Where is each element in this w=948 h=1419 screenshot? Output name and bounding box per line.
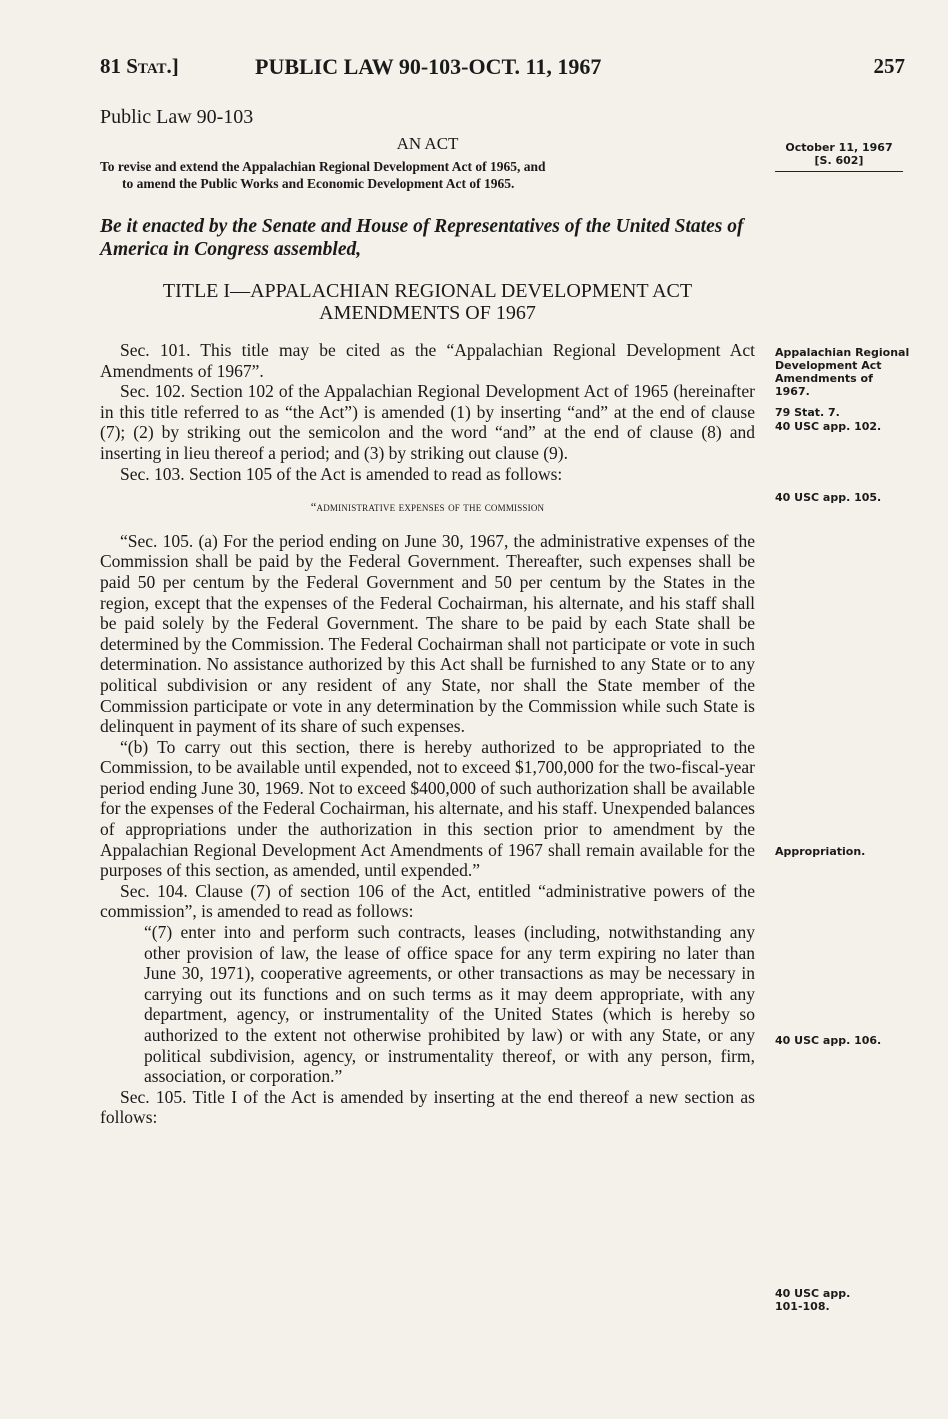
volume-citation: 81 Stat.] — [100, 54, 179, 78]
margin-usc-102: 40 USC app. 102. — [775, 420, 882, 433]
section-103: Sec. 103. Section 105 of the Act is amended to read as follows: — [120, 463, 563, 484]
header-title: PUBLIC LAW 90-103-OCT. 11, 1967 — [255, 54, 602, 79]
clause-7: “(7) enter into and perform such contracts, leases (including, notwithstanding any other provision of law, the lease of office space for any term expiring no later than June 30, 1971), cooperative agreements, or other transactions as may be necessary in carrying out its functions and on such terms as it may deem appropriate, with any department, agency, or instrumentality of the United States (which is hereby so authorized to the extent not otherwise prohibited by law) or with any State, or any political subdivision, agency, or instrumentality thereof, or with any person, firm, association, or corporation.” — [144, 922, 755, 1087]
running-head — [100, 54, 905, 84]
enacting-clause: Be it enacted by the Senate and House of Representatives of the United States of America in Congress assembled, — [100, 216, 744, 260]
title-heading-line-2: AMENDMENTS OF 1967 — [319, 302, 536, 324]
section-101: Sec. 101. This title may be cited as the “Appalachian Regional Development Act Amendments of 1967”. — [100, 340, 755, 381]
purpose-line-1: To revise and extend the Appalachian Regional Development Act of 1965, and — [100, 159, 546, 174]
section-102: Sec. 102. Section 102 of the Appalachian Regional Development Act of 1965 (hereinafter in this title referred to as “the Act”) is amended (1) by inserting “and” at the end of clause (7); (2) by striking out the semicolon and the word “and” at the end of clause (8) and inserting in lieu thereof a period; and (3) by striking out clause (9). — [100, 381, 755, 463]
margin-usc-101-108: 40 USC app. 101-108. — [775, 1287, 851, 1313]
margin-date-block — [775, 141, 903, 172]
page-number: 257 — [873, 54, 905, 78]
public-law-label: Public Law 90-103 — [100, 106, 254, 128]
section-105: Sec. 105. Title I of the Act is amended by inserting at the end thereof a new section as follows: — [100, 1086, 755, 1128]
section-105-a: “Sec. 105. (a) For the period ending on June 30, 1967, the administrative expenses of the Commission shall be paid by the Federal Government. Thereafter, such expenses shall be paid 50 per centum by the Federal Government and 50 per centum by the States in the region, except that the expenses of the Federal Cochairman, his alternate, and his staff shall be paid solely by the Federal Government. The share to be paid by each State shall be determined by the Commission. The Federal Cochairman shall not participate or vote in such determination. No assistance authorized by this Act shall be furnished to any State or to any political subdivision or any resident of any State, nor shall the State member of the Commission participate or vote in any determination by the Commission while such State is delinquent in payment of its share of such expenses. — [100, 530, 755, 737]
margin-appropriation: Appropriation. — [775, 845, 866, 858]
an-act-heading: AN ACT — [396, 134, 459, 153]
margin-short-title: Appalachian Regional Development Act Amendments of 1967. — [775, 346, 910, 398]
margin-usc-105: 40 USC app. 105. — [775, 491, 882, 504]
margin-usc-106: 40 USC app. 106. — [775, 1034, 882, 1047]
margin-date: October 11, 1967 — [785, 141, 893, 154]
section-105-b: “(b) To carry out this section, there is hereby authorized to be appropriated to the Commission, to be available until expended, not to exceed $1,700,000 for the two-fiscal-year period ending June 30, 1969. Not to exceed $400,000 of such authorization shall be available for the expenses of the Federal Cochairman, his alternate, and his staff. Unexpended balances of appropriations under the authorization in this section prior to amendment by the Appalachian Regional Development Act Amendments of 1967 shall remain available for the purposes of this section, as amended, until expended.” — [100, 736, 755, 881]
section-heading: “administrative expenses of the commission — [310, 500, 545, 515]
body-text — [100, 340, 755, 1128]
title-heading — [100, 280, 755, 324]
margin-bill-number: [S. 602] — [814, 154, 864, 167]
section-104: Sec. 104. Clause (7) of section 106 of the Act, entitled “administrative powers of the commission”, is amended to read as follows: — [100, 880, 755, 922]
margin-stat-ref: 79 Stat. 7. — [775, 406, 840, 419]
title-heading-line-1: TITLE I—APPALACHIAN REGIONAL DEVELOPMENT ACT — [162, 280, 693, 302]
act-purpose — [100, 158, 755, 192]
purpose-line-2: to amend the Public Works and Economic Development Act of 1965. — [122, 176, 515, 191]
